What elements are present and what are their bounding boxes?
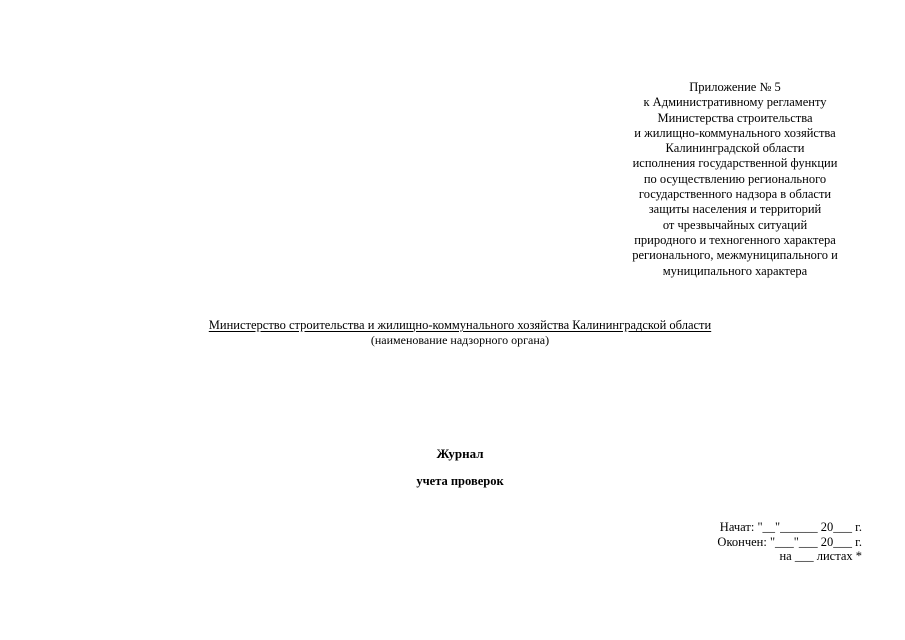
sheets-count: на ___ листах * (779, 549, 862, 563)
appendix-line-10: от чрезвычайных ситуаций (662, 217, 808, 232)
organization-name: Министерство строительства и жилищно-коммунального хозяйства Калининградской области (208, 318, 712, 332)
journal-subtitle: учета проверок (416, 474, 504, 488)
appendix-line-11: природного и техногенного характера (634, 232, 836, 247)
dates-block (602, 520, 862, 564)
date-finished: Окончен: "___"___ 20___ г. (717, 534, 862, 549)
appendix-line-3: Министерства строительства (657, 110, 813, 125)
organization-caption: (наименование надзорного органа) (370, 333, 550, 347)
appendix-line-9: защиты населения и территорий (648, 202, 822, 217)
organization-block (180, 318, 740, 348)
appendix-line-12: регионального, межмуниципального и (632, 248, 838, 263)
appendix-line-13: муниципального характера (662, 263, 808, 278)
appendix-line-1: Приложение № 5 (689, 80, 781, 94)
appendix-line-5: Калининградской области (665, 141, 805, 156)
journal-title: Журнал (436, 446, 484, 461)
appendix-line-4: и жилищно-коммунального хозяйства (634, 125, 836, 140)
appendix-header (610, 80, 860, 279)
appendix-line-8: государственного надзора в области (638, 187, 832, 202)
appendix-line-6: исполнения государственной функции (632, 156, 838, 171)
date-started: Начат: "__"______ 20___ г. (719, 520, 862, 534)
appendix-line-2: к Административному регламенту (643, 95, 827, 110)
appendix-line-7: по осуществлению регионального (643, 171, 827, 186)
